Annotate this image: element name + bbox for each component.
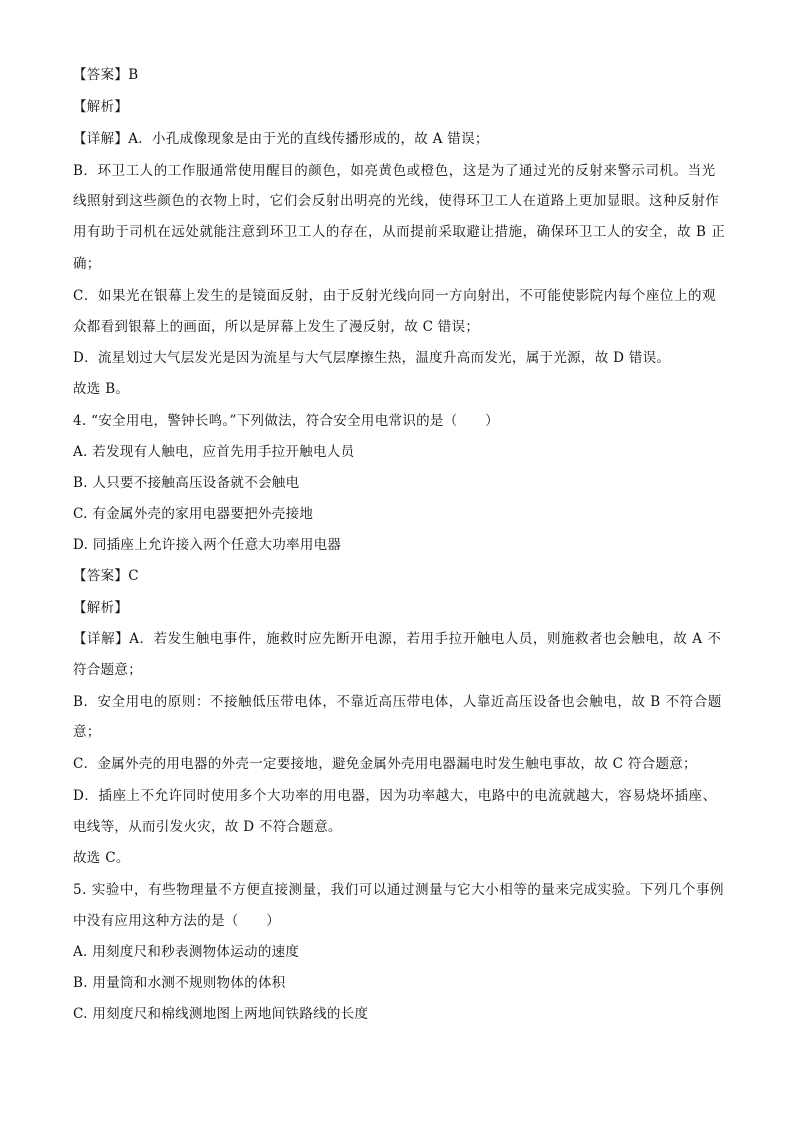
explanation-line: 众都看到银幕上的画面，所以是屏幕上发生了漫反射，故 C 错误； bbox=[73, 319, 480, 335]
explanation-line: C．金属外壳的用电器的外壳一定要接地，避免金属外壳用电器漏电时发生触电事故，故 C 符合题意； bbox=[73, 756, 697, 772]
question-5-option-a: A. 用刻度尺和秒表测物体运动的速度 bbox=[73, 944, 300, 960]
question-4-option-b: B. 人只要不接触高压设备就不会触电 bbox=[73, 475, 300, 491]
explanation-line: 用有助于司机在远处就能注意到环卫工人的存在，从而提前采取避让措施，确保环卫工人的安全，故 B 正 bbox=[73, 224, 726, 240]
explanation-line: B．安全用电的原则：不接触低压带电体，不靠近高压带电体，人靠近高压设备也会触电，故 B 不符合题 bbox=[73, 694, 722, 710]
question-4-option-a: A. 若发现有人触电，应首先用手拉开触电人员 bbox=[73, 444, 355, 460]
explanation-line: 意； bbox=[73, 724, 101, 740]
question-5-stem: 5. 实验中，有些物理量不方便直接测量，我们可以通过测量与它大小相等的量来完成实验。下列几个事例 bbox=[73, 882, 725, 898]
explanation-line: 线照射到这些颜色的衣物上时，它们会反射出明亮的光线，使得环卫工人在道路上更加显眼。这种反射作 bbox=[73, 193, 720, 209]
question-5-stem-continued: 中没有应用这种方法的是（ ） bbox=[73, 913, 280, 929]
answer-label-q3: 【答案】B bbox=[73, 67, 139, 83]
explanation-line: 【详解】A．若发生触电事件，施救时应先断开电源，若用手拉开触电人员，则施救者也会触电，故 A 不 bbox=[73, 631, 722, 647]
question-4-option-d: D. 同插座上允许接入两个任意大功率用电器 bbox=[73, 537, 342, 553]
analysis-label-q4: 【解析】 bbox=[73, 600, 129, 616]
question-4-stem: 4. “安全用电，警钟长鸣。”下列做法，符合安全用电常识的是（ ） bbox=[73, 413, 499, 429]
choice-conclusion: 故选 C。 bbox=[73, 850, 130, 866]
explanation-line: B．环卫工人的工作服通常使用醒目的颜色，如亮黄色或橙色，这是为了通过光的反射来警示司机。当光 bbox=[73, 163, 716, 179]
explanation-line: D．流星划过大气层发光是因为流星与大气层摩擦生热，温度升高而发光，属于光源，故 D 错误。 bbox=[73, 350, 671, 366]
question-5-option-b: B. 用量筒和水测不规则物体的体积 bbox=[73, 975, 286, 991]
explanation-line: C．如果光在银幕上发生的是镜面反射，由于反射光线向同一方向射出，不可能使影院内每个座位上的观 bbox=[73, 288, 717, 304]
explanation-line: 电线等，从而引发火灾，故 D 不符合题意。 bbox=[73, 819, 342, 835]
explanation-line: D．插座上不允许同时使用多个大功率的用电器，因为功率越大，电路中的电流就越大，容易烧坏插座、 bbox=[73, 788, 717, 804]
question-5-option-c: C. 用刻度尺和棉线测地图上两地间铁路线的长度 bbox=[73, 1006, 369, 1022]
answer-label-q4: 【答案】C bbox=[73, 568, 139, 584]
analysis-label-q3: 【解析】 bbox=[73, 99, 129, 115]
choice-conclusion: 故选 B。 bbox=[73, 381, 130, 397]
explanation-line: 【详解】A．小孔成像现象是由于光的直线传播形成的，故 A 错误； bbox=[73, 131, 489, 147]
explanation-line: 符合题意； bbox=[73, 662, 142, 678]
question-4-option-c: C. 有金属外壳的家用电器要把外壳接地 bbox=[73, 506, 314, 522]
explanation-line: 确； bbox=[73, 256, 101, 272]
